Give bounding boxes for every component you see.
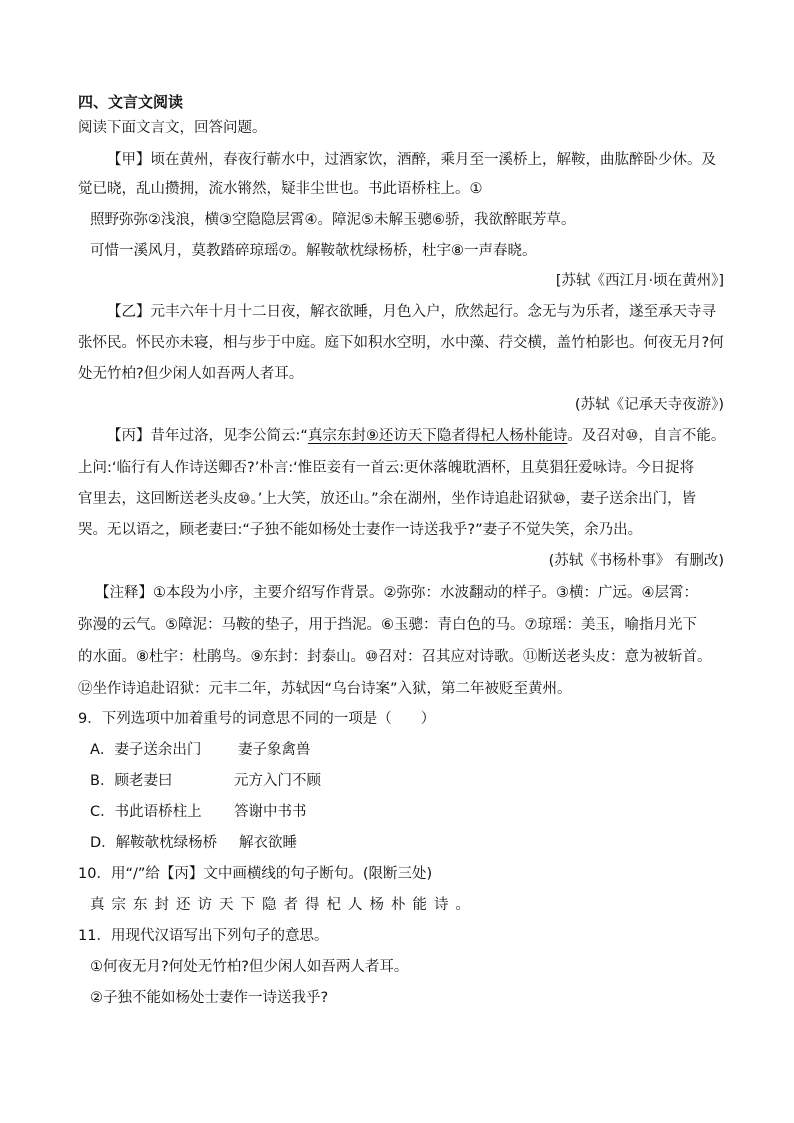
notes xyxy=(78,583,724,699)
option-text: 解衣欲睡 xyxy=(239,835,297,851)
document-page xyxy=(78,92,724,1008)
passage-jia-line: 觉已晓，乱山攒拥，流水锵然，疑非尘世也。书此语桥柱上。① xyxy=(78,181,483,197)
question-11-item: ①何夜无月?何处无竹柏?但少闲人如吾两人者耳。 xyxy=(90,959,409,975)
option-text: 答谢中书书 xyxy=(234,804,307,820)
underlined-sentence: 真宗东封⑨还访天下隐者得杞人杨朴能诗 xyxy=(307,428,568,444)
passage-bing-source: (苏轼《书杨朴事》 有删改) xyxy=(548,553,724,569)
poem-line: 可惜一溪风月，莫教踏碎琼瑶⑦。解鞍欹枕绿杨桥，杜宇⑧一声春晓。 xyxy=(90,243,537,259)
question-9-option-d[interactable] xyxy=(78,833,724,853)
passage-jia-source: [苏轼《西江月·顷在黄州》] xyxy=(555,273,724,289)
section-title: 四、文言文阅读 xyxy=(78,93,184,111)
passage-yi-line: 处无竹柏?但少闲人如吾两人者耳。 xyxy=(78,366,304,382)
passage-yi xyxy=(78,302,724,415)
passage-bing-line: 官里去，这回断送老头皮⑩。’上大笑，放还山。”余在湖州，坐作诗追赴诏狱⑩，妻子送余出门，皆 xyxy=(78,491,697,507)
question-9-option-a[interactable] xyxy=(78,740,724,760)
question-9-stem: 9．下列选项中加着重号的词意思不同的一项是（ ） xyxy=(78,711,436,727)
question-9 xyxy=(78,709,724,853)
option-text: 妻子象禽兽 xyxy=(238,742,311,758)
option-text: C．书此语桥柱上 xyxy=(90,804,202,820)
poem-line: 照野弥弥②浅浪，横③空隐隐层霄④。障泥⑤未解玉骢⑥骄，我欲醉眠芳草。 xyxy=(90,212,576,228)
passage-yi-line: 【乙】元丰六年十月十二日夜，解衣欲睡，月色入户，欣然起行。念无与为乐者，遂至承天寺寻 xyxy=(107,304,716,320)
question-10-stem: 10．用“/”给【丙】文中画横线的句子断句。(限断三处) xyxy=(78,866,433,882)
passage-bing-text: 【丙】昔年过洛，见李公简云:“ xyxy=(107,428,308,444)
option-text: B．顾老妻曰 xyxy=(90,773,173,789)
notes-line: ⑫坐作诗追赴诏狱：元丰二年，苏轼因“乌台诗案”入狱，第二年被贬至黄州。 xyxy=(78,681,572,697)
question-9-option-b[interactable] xyxy=(78,771,724,791)
option-text: 元方入门不顾 xyxy=(234,773,321,789)
passage-bing-line: 哭。无以语之，顾老妻曰:“子独不能如杨处士妻作一诗送我乎?”妻子不觉失笑，余乃出。 xyxy=(78,522,643,538)
question-10-sentence: 真宗东封还访天下隐者得杞人杨朴能诗。 xyxy=(90,897,477,913)
question-9-option-c[interactable] xyxy=(78,802,724,822)
instruction: 阅读下面文言文，回答问题。 xyxy=(78,120,267,136)
passage-jia xyxy=(78,150,724,291)
passage-jia-line: 【甲】顷在黄州，春夜行蕲水中，过酒家饮，酒醉，乘月至一溪桥上，解鞍，曲肱醉卧少休。及 xyxy=(107,152,716,168)
passage-bing xyxy=(78,426,724,571)
notes-line: 的水面。⑧杜宇：杜鹃鸟。⑨东封：封泰山。⑩召对：召其应对诗歌。⑪断送老头皮：意为被斩首。 xyxy=(78,649,712,665)
passage-yi-line: 张怀民。怀民亦未寝，相与步于中庭。庭下如积水空明，水中藻、荇交横，盖竹柏影也。何夜无月?何 xyxy=(78,335,724,351)
passage-bing-line: 上问:‘临行有人作诗送卿否?’朴言:‘惟臣妾有一首云:更休落魄耽酒杯，且莫猖狂爱咏诗。今日捉将 xyxy=(78,460,695,476)
option-text: D．解鞍欹枕绿杨桥 xyxy=(90,835,218,851)
notes-line: 【注释】①本段为小序，主要介绍写作背景。②弥弥：水波翻动的样子。③横：广远。④层霄： xyxy=(95,585,698,601)
passage-bing-line xyxy=(78,426,724,446)
question-10 xyxy=(78,864,724,915)
passage-yi-source: (苏轼《记承天寺夜游》) xyxy=(574,397,724,413)
question-11-stem: 11．用现代汉语写出下列句子的意思。 xyxy=(78,928,329,944)
question-11 xyxy=(78,926,724,1008)
notes-line: 弥漫的云气。⑤障泥：马鞍的垫子，用于挡泥。⑥玉骢：青白色的马。⑦琼瑶：美玉，喻指月光下 xyxy=(78,617,697,633)
passage-bing-text: 。及召对⑩，自言不能。 xyxy=(567,428,726,444)
question-11-item: ②子独不能如杨处士妻作一诗送我乎? xyxy=(90,990,329,1006)
option-text: A．妻子送余出门 xyxy=(90,742,202,758)
